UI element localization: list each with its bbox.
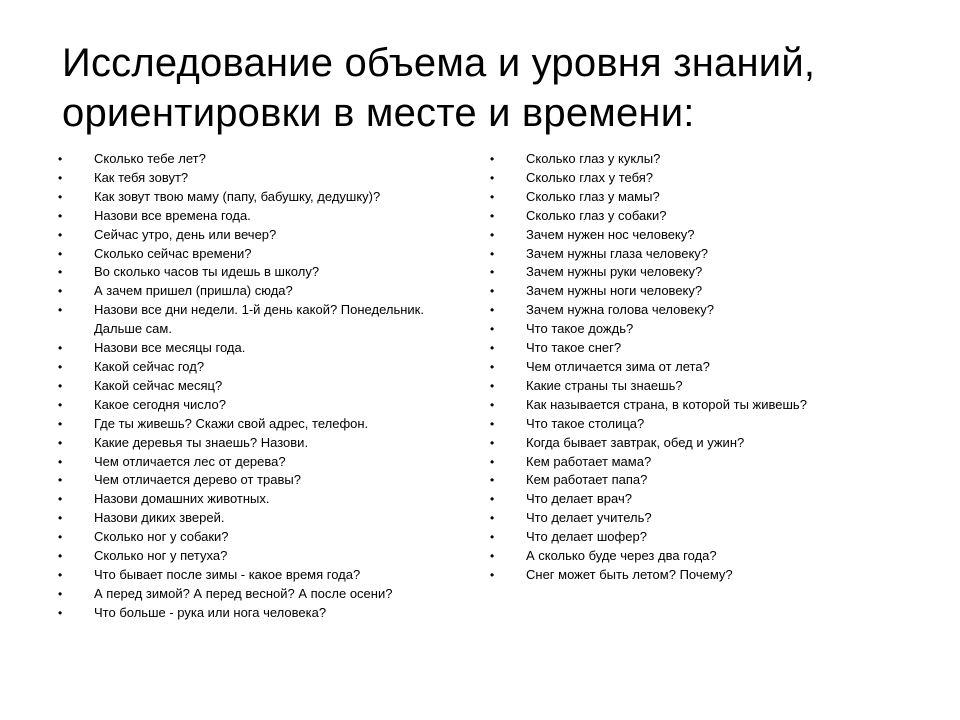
question-item: • Что такое столица? bbox=[490, 415, 910, 434]
question-item: • Какие страны ты знаешь? bbox=[490, 377, 910, 396]
question-item: • А сколько буде через два года? bbox=[490, 547, 910, 566]
question-item: • Сколько тебе лет? bbox=[58, 150, 468, 169]
question-item: • Зачем нужна голова человеку? bbox=[490, 301, 910, 320]
question-item: • Какое сегодня число? bbox=[58, 396, 468, 415]
question-item: • Что такое снег? bbox=[490, 339, 910, 358]
question-item: • Назови все времена года. bbox=[58, 207, 468, 226]
question-item: • Сколько глах у тебя? bbox=[490, 169, 910, 188]
question-item: • Назови все дни недели. 1-й день какой? Понедельник. Дальше сам. bbox=[58, 301, 468, 339]
question-item: • Сколько сейчас времени? bbox=[58, 245, 468, 264]
question-item: • Какой сейчас месяц? bbox=[58, 377, 468, 396]
question-item: • Сейчас утро, день или вечер? bbox=[58, 226, 468, 245]
question-item: • Назови домашних животных. bbox=[58, 490, 468, 509]
question-item: • Чем отличается зима от лета? bbox=[490, 358, 910, 377]
question-item: • Сколько ног у собаки? bbox=[58, 528, 468, 547]
question-item: • Что бывает после зимы - какое время года? bbox=[58, 566, 468, 585]
question-item: • А зачем пришел (пришла) сюда? bbox=[58, 282, 468, 301]
question-item: • Где ты живешь? Скажи свой адрес, телефон. bbox=[58, 415, 468, 434]
question-item: • А перед зимой? А перед весной? А после осени? bbox=[58, 585, 468, 604]
question-item: • Что такое дождь? bbox=[490, 320, 910, 339]
question-item: • Сколько глаз у собаки? bbox=[490, 207, 910, 226]
left-question-list bbox=[58, 150, 468, 623]
question-item: • Какой сейчас год? bbox=[58, 358, 468, 377]
question-item: • Зачем нужны руки человеку? bbox=[490, 263, 910, 282]
question-item: • Зачем нужны ноги человеку? bbox=[490, 282, 910, 301]
title-line-2: ориентировки в месте и времени: bbox=[62, 91, 695, 135]
question-item: • Зачем нужен нос человеку? bbox=[490, 226, 910, 245]
question-item: • Как тебя зовут? bbox=[58, 169, 468, 188]
question-item: • Что делает врач? bbox=[490, 490, 910, 509]
question-item: • Снег может быть летом? Почему? bbox=[490, 566, 910, 585]
question-item: • Сколько глаз у куклы? bbox=[490, 150, 910, 169]
question-item: • Сколько ног у петуха? bbox=[58, 547, 468, 566]
question-item: • Сколько глаз у мамы? bbox=[490, 188, 910, 207]
question-item: • Назови диких зверей. bbox=[58, 509, 468, 528]
question-item: • Что делает шофер? bbox=[490, 528, 910, 547]
slide-title bbox=[62, 38, 922, 138]
right-question-list bbox=[490, 150, 910, 585]
question-item: • Когда бывает завтрак, обед и ужин? bbox=[490, 434, 910, 453]
question-item: • Как называется страна, в которой ты живешь? bbox=[490, 396, 910, 415]
question-item: • Что больше - рука или нога человека? bbox=[58, 604, 468, 623]
question-item: • Назови все месяцы года. bbox=[58, 339, 468, 358]
title-line-1: Исследование объема и уровня знаний, bbox=[62, 41, 816, 85]
question-item: • Как зовут твою маму (папу, бабушку, дедушку)? bbox=[58, 188, 468, 207]
question-item: • Кем работает папа? bbox=[490, 471, 910, 490]
question-item: • Чем отличается дерево от травы? bbox=[58, 471, 468, 490]
question-item: • Кем работает мама? bbox=[490, 453, 910, 472]
question-item: • Зачем нужны глаза человеку? bbox=[490, 245, 910, 264]
question-item: • Какие деревья ты знаешь? Назови. bbox=[58, 434, 468, 453]
question-item: • Во сколько часов ты идешь в школу? bbox=[58, 263, 468, 282]
question-item: • Что делает учитель? bbox=[490, 509, 910, 528]
question-item: • Чем отличается лес от дерева? bbox=[58, 453, 468, 472]
